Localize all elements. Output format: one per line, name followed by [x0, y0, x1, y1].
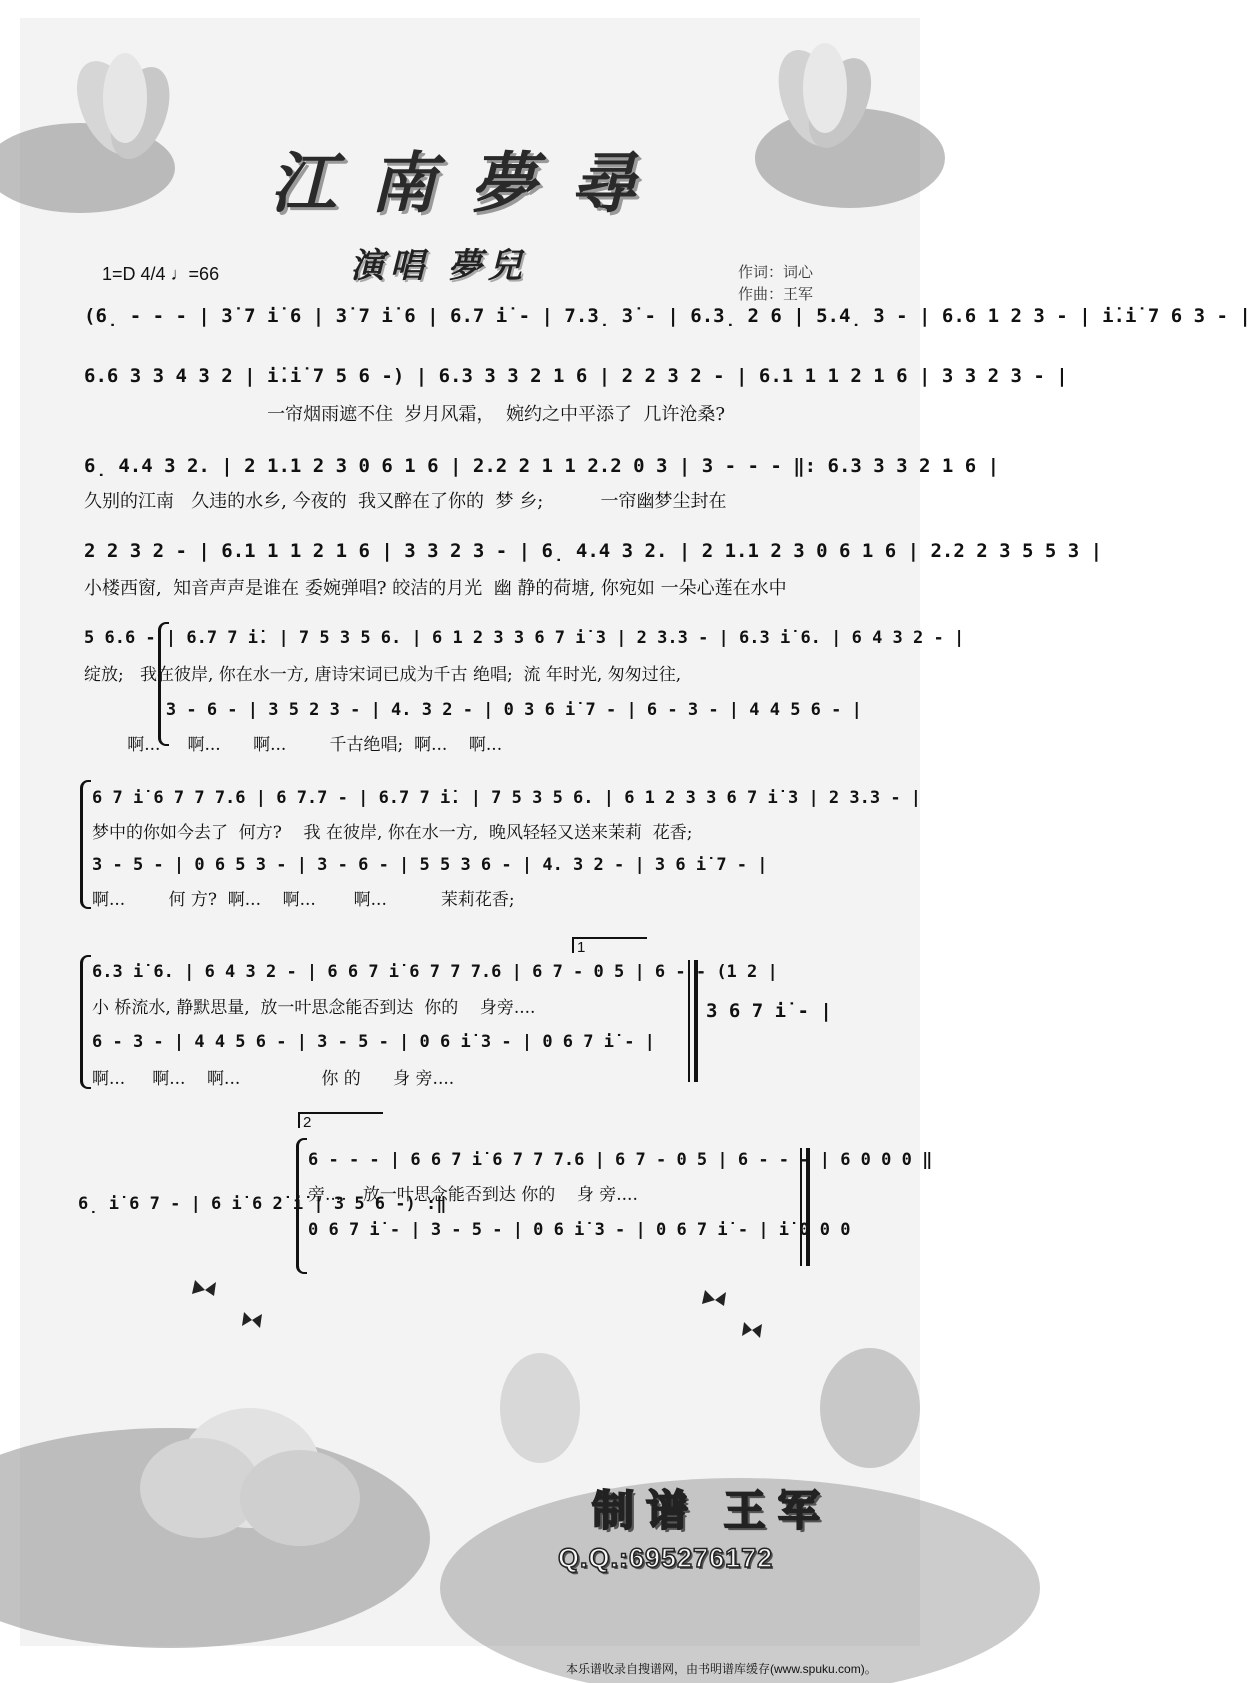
score-row-4: 2 2 3 2 - | 6.1 1 1 2 1 6 | 3 3 2 3 - | 6̣ 4.4 3 2. | 2 1.1 2 3 0 6 1 6 | 2.2 2 3 5 5 3 | — [84, 540, 1103, 562]
volta-second: 2 — [298, 1112, 383, 1128]
system-bracket — [80, 780, 91, 909]
score-row-1: (6̣ - - - | 3̇ 7 i̇ 6 | 3̇ 7 i̇ 6 | 6.7 i̇ - | 7.3̣ 3̇ - | 6.3̣ 2 6 | 5.4̣ 3 - | 6.6 1 2 3 - | i̇.i̇ 7 6 3 - | — [84, 305, 1251, 327]
score-row-9: 6.3 i̇ 6. | 6 4 3 2 - | 6 6 7 i̇ 6 7 7 7.6 | 6 7 - 0 5 | 6 - - (1 2 | — [92, 962, 778, 982]
song-title: 江南夢尋 — [270, 144, 670, 222]
lotus-bottom-decoration — [20, 1288, 920, 1646]
system-bracket — [80, 955, 91, 1089]
lyric-row-4: 小楼西窗, 知音声声是谁在 委婉弹唱? 皎洁的月光 幽 静的荷塘, 你宛如 一朵心莲在水中 — [84, 578, 787, 599]
score-row-2: 6.6 3 3 4 3 2 | i̇.i̇ 7 5 6 -) | 6.3 3 3 2 1 6 | 2 2 3 2 - | 6.1 1 1 2 1 6 | 3 3 2 3 - | — [84, 365, 1068, 387]
lyric-row-9: 小 桥流水, 静默思量, 放一叶思念能否到达 你的 身旁.... — [92, 998, 536, 1018]
score-row-13: 6 - - - | 6 6 7 i̇ 6 7 7 7.6 | 6 7 - 0 5 | 6 - - - | 6 0 0 0 ‖ — [308, 1150, 933, 1170]
system-bracket — [296, 1138, 307, 1274]
score-row-6: 3 - 6 - | 3 5 2 3 - | 4. 3 2 - | 0 3 6 i̇ 7 - | 6 - 3 - | 4 4 5 6 - | — [84, 700, 862, 720]
key-tempo: 1=D 4/4 ♩=66 — [102, 264, 220, 284]
score-row-3: 6̣ 4.4 3 2. | 2 1.1 2 3 0 6 1 6 | 2.2 2 1 1 2.2 0 3 | 3 - - - ‖: 6.3 3 3 2 1 6 | — [84, 455, 1000, 477]
lyricist: 作词：词心 — [738, 264, 814, 281]
butterfly-icon — [700, 1290, 780, 1350]
lyric-row-3: 久别的江南 久违的水乡, 今夜的 我又醉在了你的 梦 乡; 一帘幽梦尘封在 — [84, 491, 727, 512]
score-row-11: 3 6 7 i̇ - | — [706, 1000, 832, 1022]
lyric-row-10: 啊... 啊... 啊... 你 的 身 旁.... — [92, 1069, 455, 1089]
score-row-7: 6 7 i̇ 6 7 7 7.6 | 6 7.7 - | 6.7 7 i̇. | 7 5 3 5 6. | 6 1 2 3 3 6 7 i̇ 3 | 2 3.3 - | — [92, 788, 922, 808]
lyric-row-2: 一帘烟雨遮不住 岁月风霜， 婉约之中平添了 几许沧桑? — [84, 404, 726, 425]
score-row-5: 5 6.6 - | 6.7 7 i̇. | 7 5 3 5 6. | 6 1 2 3 3 6 7 i̇ 3 | 2 3.3 - | 6.3 i̇ 6. | 6 4 3 2 - | — [84, 628, 965, 648]
score-row-10: 6 - 3 - | 4 4 5 6 - | 3 - 5 - | 0 6 i̇ 3 - | 0 6 7 i̇ - | — [92, 1032, 655, 1052]
score-row-12: 6̣ i̇ 6 7 - | 6 i̇ 6 2̇ i̇ | 3 5 6 -) :‖ — [78, 1194, 447, 1214]
lyric-row-7: 梦中的你如今去了 何方? 我 在彼岸, 你在水一方, 晚风轻轻又送来茉莉 花香; — [92, 823, 693, 843]
final-barline — [800, 1148, 810, 1266]
source-footer: 本乐谱收录自搜谱网，由书明谱库缓存(www.spuku.com)。 — [566, 1662, 877, 1676]
double-barline — [688, 960, 698, 1082]
lyric-row-5: 绽放; 我在彼岸, 你在水一方, 唐诗宋词已成为千古 绝唱; 流 年时光, 匆匆过往, — [84, 665, 682, 685]
composer: 作曲：王军 — [738, 286, 814, 303]
score-row-8: 3 - 5 - | 0 6 5 3 - | 3 - 6 - | 5 5 3 6 - | 4. 3 2 - | 3 6 i̇ 7 - | — [92, 855, 768, 875]
lyric-row-6: 啊... 啊... 啊... 千古绝唱; 啊... 啊... — [84, 735, 503, 755]
volta-first: 1 — [572, 937, 647, 953]
lyric-row-13: 旁.... 放一叶思念能否到达 你的 身 旁.... — [308, 1185, 638, 1205]
credits — [738, 262, 813, 306]
score-row-14: 0 6 7 i̇ - | 3 - 5 - | 0 6 i̇ 3 - | 0 6 7 i̇ - | i̇ 0 0 0 — [308, 1220, 851, 1240]
contact-qq: Q.Q.:695276172 — [558, 1543, 774, 1573]
lyric-row-8: 啊... 何 方? 啊... 啊... 啊... 茉莉花香; — [92, 890, 515, 910]
score-maker: 制谱 王军 — [592, 1487, 832, 1534]
butterfly-icon — [190, 1280, 270, 1340]
singer-line: 演唱 夢兒 — [350, 246, 528, 286]
